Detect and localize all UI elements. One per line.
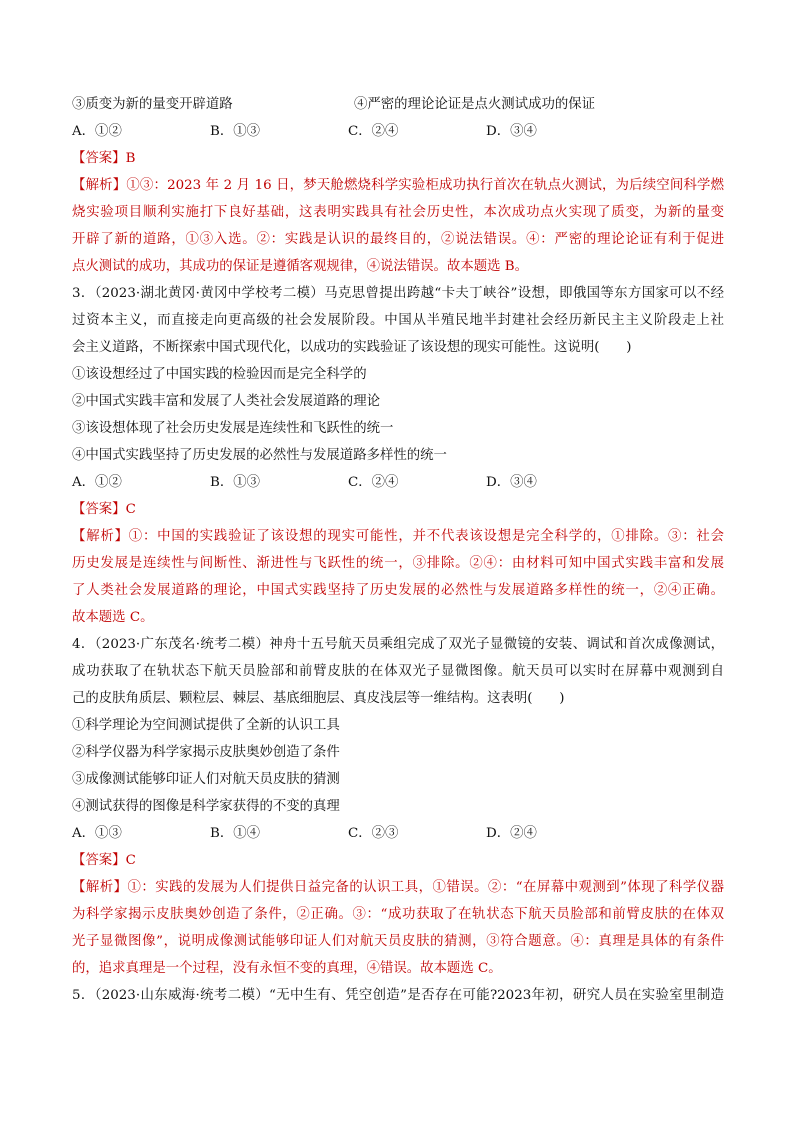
q4-statement: ④测试获得的图像是科学家获得的不变的真理 [72, 799, 340, 814]
q3-statement: ②中国式实践丰富和发展了人类社会发展道路的理论 [72, 394, 380, 409]
prev-analysis-line: 烧实验项目顺利实施打下良好基础，这表明实践具有社会历史性，本次成功点火实现了质变，为新的量变 [72, 205, 724, 220]
q3-statement: ④中国式实践坚持了历史发展的必然性与发展道路多样性的统一 [72, 448, 447, 463]
answer-value: C [125, 853, 136, 868]
prev-options [72, 118, 724, 145]
option-c: C．②③ [348, 826, 399, 841]
option-a: A．①③ [72, 826, 122, 841]
q4-analysis-line: 光子显微图像”，说明成像测试能够印证人们对航天员皮肤的猜测，③符合题意。④：真理是具体的有条件 [72, 934, 724, 949]
q4-analysis-line: 为科学家揭示皮肤奥妙创造了条件，②正确。③：“成功获取了在轨状态下航天员脸部和前臂皮肤的在体双 [72, 907, 724, 922]
q4-stem-line: 成功获取了在轨状态下航天员脸部和前臂皮肤的在体双光子显微图像。航天员可以实时在屏幕中观测到自 [72, 664, 724, 679]
answer-value: B [125, 151, 136, 166]
option-b: B．①④ [210, 826, 261, 841]
option-c: C．②④ [348, 475, 399, 490]
option-b: B．①③ [210, 475, 261, 490]
option-c: C．②④ [348, 124, 399, 139]
q3-stem-line: 过资本主义，而直接走向更高级的社会发展阶段。中国从半殖民地半封建社会经历新民主主义阶段走上社 [72, 313, 724, 328]
prev-answer [72, 145, 724, 172]
q3-statement: ①该设想经过了中国实践的检验因而是完全科学的 [72, 367, 367, 382]
q4-stem-line: 4．（2023·广东茂名·统考二模）神舟十五号航天员乘组完成了双光子显微镜的安装、调试和首次成像测试， [72, 637, 724, 652]
q4-answer [72, 847, 724, 874]
analysis-tag: 【解析】 [72, 529, 129, 544]
option-b: B．①③ [210, 124, 261, 139]
q3-analysis-line: 故本题选 C。 [72, 610, 154, 625]
q4-analysis-line: 的，追求真理是一个过程，没有永恒不变的真理，④错误。故本题选 C。 [72, 961, 502, 976]
option-a: A．①② [72, 124, 122, 139]
q4-options [72, 820, 724, 847]
option-a: A．①② [72, 475, 122, 490]
answer-tag: 【答案】 [72, 502, 126, 517]
option-d: D．③④ [486, 124, 537, 139]
q3-options [72, 469, 724, 496]
prev-statement-3: ③质变为新的量变开辟道路 [72, 97, 233, 112]
q3-analysis-line: 历史发展是连续性与间断性、渐进性与飞跃性的统一，③排除。②④：由材料可知中国式实践丰富和发展 [72, 556, 724, 571]
q3-statement: ③该设想体现了社会历史发展是连续性和飞跃性的统一 [72, 421, 394, 436]
answer-tag: 【答案】 [72, 853, 126, 868]
option-d: D．③④ [486, 475, 537, 490]
prev-analysis-line: 【解析】①③：2023 年 2 月 16 日，梦天舱燃烧科学实验柜成功执行首次在轨点火测试，为后续空间科学燃 [72, 178, 725, 193]
q3-analysis-line: 【解析】①：中国的实践验证了该设想的现实可能性，并不代表该设想是完全科学的，①排除。③：社会 [72, 529, 724, 544]
analysis-tag: 【解析】 [72, 880, 128, 895]
q4-stem-line: 己的皮肤角质层、颗粒层、棘层、基底细胞层、真皮浅层等一维结构。这表明( ) [72, 691, 565, 706]
analysis-tag: 【解析】 [72, 178, 127, 193]
answer-tag: 【答案】 [72, 151, 126, 166]
q3-answer [72, 496, 724, 523]
answer-value: C [125, 502, 136, 517]
q3-stem-line: 3．（2023·湖北黄冈·黄冈中学校考二模）马克思曾提出跨越“卡夫丁峡谷”设想，即俄国等东方国家可以不经 [72, 286, 724, 301]
document-page [72, 91, 724, 1009]
q4-statement: ②科学仪器为科学家揭示皮肤奥妙创造了条件 [72, 745, 340, 760]
q4-analysis-line: 【解析】①：实践的发展为人们提供日益完备的认识工具，①错误。②：“在屏幕中观测到”体现了科学仪器 [72, 880, 724, 895]
prev-statements-row [72, 91, 724, 118]
q5-stem-line: 5．（2023·山东威海·统考二模）“无中生有、凭空创造”是否存在可能?2023年初，研究人员在实验室里制造 [72, 988, 724, 1003]
q3-stem-line: 会主义道路，不断探索中国式现代化，以成功的实践验证了该设想的现实可能性。这说明( ) [72, 340, 632, 355]
prev-analysis-line: 点火测试的成功，其成功的保证是遵循客观规律，④说法错误。故本题选 B。 [72, 259, 528, 274]
q4-statement: ③成像测试能够印证人们对航天员皮肤的猜测 [72, 772, 340, 787]
option-d: D．②④ [486, 826, 537, 841]
q4-statement: ①科学理论为空间测试提供了全新的认识工具 [72, 718, 340, 733]
prev-statement-4: ④严密的理论论证是点火测试成功的保证 [354, 97, 596, 112]
q3-analysis-line: 了人类社会发展道路的理论，中国式实践坚持了历史发展的必然性与发展道路多样性的统一，②④正确。 [72, 583, 724, 598]
prev-analysis-line: 开辟了新的道路，①③入选。②：实践是认识的最终目的，②说法错误。④：严密的理论论证有利于促进 [72, 232, 724, 247]
